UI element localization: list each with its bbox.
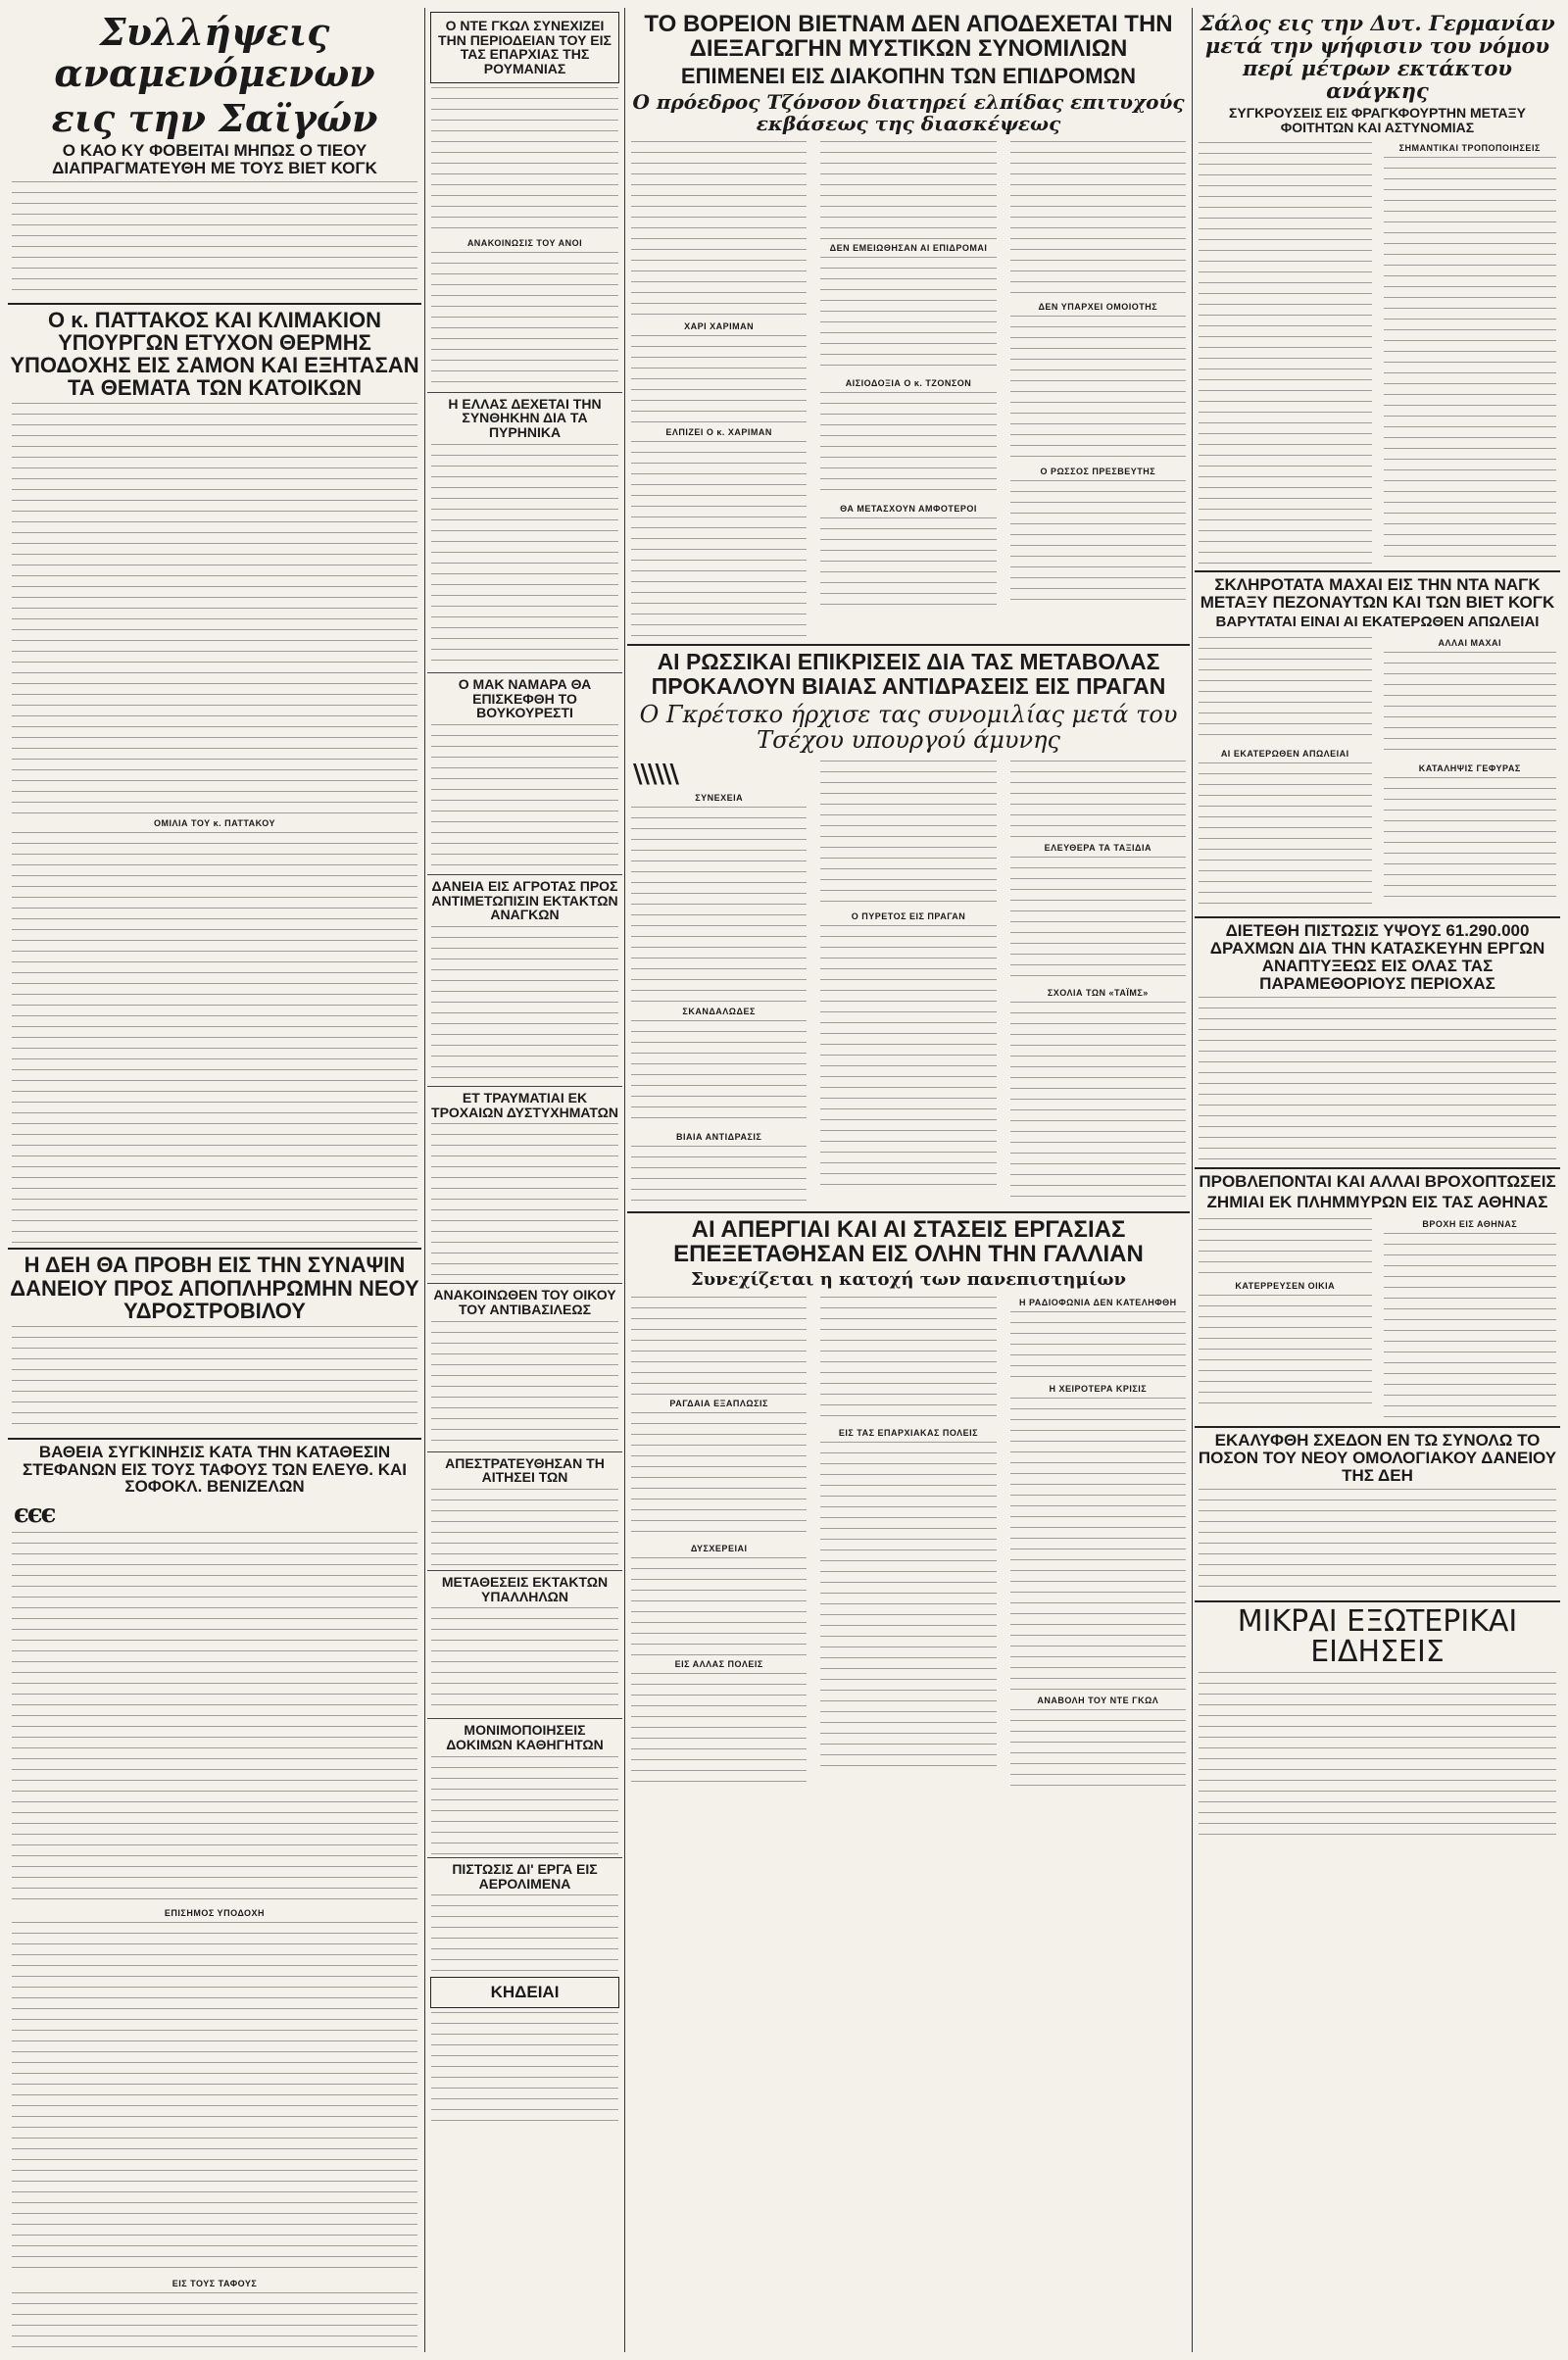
article-body bbox=[1199, 637, 1372, 745]
headline-rain: ΠΡΟΒΛΕΠΟΝΤΑΙ ΚΑΙ ΑΛΛΑΙ ΒΡΟΧΟΠΤΩΣΕΙΣ bbox=[1199, 1171, 1556, 1191]
section-rule bbox=[427, 1570, 622, 1571]
article-body bbox=[631, 335, 807, 423]
article-body bbox=[1010, 857, 1186, 984]
article-body bbox=[431, 87, 618, 234]
article-column bbox=[1195, 1215, 1376, 1422]
section-subhead: ΚΑΤΕΡΡΕΥΣΕΝ ΟΙΚΙΑ bbox=[1235, 1281, 1336, 1292]
section-subhead: ΣΗΜΑΝΤΙΚΑΙ ΤΡΟΠΟΠΟΙΗΣΕΙΣ bbox=[1398, 142, 1541, 153]
article-body bbox=[431, 1756, 618, 1854]
article-column bbox=[816, 1294, 1000, 1794]
headline-teachers: ΜΟΝΙΜΟΠΟΙΗΣΕΙΣ ΔΟΚΙΜΩΝ ΚΑΘΗΓΗΤΩΝ bbox=[446, 1722, 604, 1753]
article-body bbox=[820, 141, 996, 239]
section-subhead: ΒΙΑΙΑ ΑΝΤΙΔΡΑΣΙΣ bbox=[676, 1131, 762, 1142]
da-nang-article-columns bbox=[1195, 634, 1560, 912]
article-body bbox=[1199, 1295, 1372, 1412]
article-column bbox=[627, 1294, 810, 1794]
column-2 bbox=[427, 8, 622, 2352]
article-column bbox=[1006, 138, 1190, 640]
section-subhead: Η ΧΕΙΡΟΤΕΡΑ ΚΡΙΣΙΣ bbox=[1049, 1383, 1148, 1394]
headline-pattakos: Ο κ. ΠΑΤΤΑΚΟΣ ΚΑΙ ΚΛΙΜΑΚΙΟΝ ΥΠΟΥΡΓΩΝ ΕΤΥΧΟΝ ΘΕΡΜΗΣ ΥΠΟΔΟΧΗΣ ΕΙΣ ΣΑΜΟΝ ΚΑΙ ΕΞΗΤΑΣΑΝ ΤΑ ΘΕΜΑΤΑ ΤΩΝ ΚΑΤΟΙΚΩΝ bbox=[10, 308, 419, 401]
article-body bbox=[1010, 1398, 1186, 1692]
article-body bbox=[1010, 1311, 1186, 1380]
headline-prague-2: Ο Γκρέτσκο ήρχισε τας συνομιλίας μετά του Τσέχου υπουργού άμυνης bbox=[639, 700, 1178, 755]
section-rule bbox=[427, 1451, 622, 1452]
article-column bbox=[627, 758, 810, 1207]
article-body bbox=[431, 1894, 618, 1973]
article-body bbox=[1384, 1233, 1557, 1419]
article-column bbox=[1380, 139, 1561, 566]
vietnam-article-columns bbox=[627, 138, 1190, 640]
article-column bbox=[816, 758, 1000, 1207]
article-body bbox=[1010, 141, 1186, 298]
headline-germany: Σάλος εις την Δυτ. Γερμανίαν μετά την ψήφισιν του νόμου περί μέτρων εκτάκτου ανάγκης bbox=[1200, 11, 1555, 104]
article-column bbox=[1195, 139, 1376, 566]
section-rule bbox=[1195, 1167, 1560, 1169]
article-body bbox=[1010, 1002, 1186, 1198]
section-subhead: ΕΠΙΣΗΜΟΣ ΥΠΟΔΟΧΗ bbox=[164, 1908, 266, 1919]
article-body bbox=[1199, 1672, 1556, 1839]
article-body bbox=[631, 1673, 807, 1791]
section-subhead: ΚΑΤΑΛΗΨΙΣ ΓΕΦΥΡΑΣ bbox=[1418, 763, 1521, 774]
article-body bbox=[431, 1607, 618, 1715]
headline-prague: ΑΙ ΡΩΣΣΙΚΑΙ ΕΠΙΚΡΙΣΕΙΣ ΔΙΑ ΤΑΣ ΜΕΤΑΒΟΛΑΣ ΠΡΟΚΑΛΟΥΝ ΒΙΑΙΑΣ ΑΝΤΙΔΡΑΣΕΙΣ ΕΙΣ ΠΡΑΓΑΝ bbox=[651, 649, 1166, 699]
column-1 bbox=[8, 8, 421, 2352]
column-4 bbox=[1195, 8, 1560, 2352]
article-column bbox=[627, 138, 810, 640]
section-subhead: ΑΙ ΕΚΑΤΕΡΩΘΕΝ ΑΠΩΛΕΙΑΙ bbox=[1220, 749, 1349, 760]
article-body bbox=[820, 761, 996, 908]
article-body bbox=[1384, 157, 1557, 559]
column-rule bbox=[424, 8, 425, 2352]
section-subhead: ΕΛΠΙΖΕΙ Ο κ. ΧΑΡΙΜΑΝ bbox=[665, 427, 772, 438]
article-body bbox=[631, 807, 807, 1003]
article-body bbox=[820, 517, 996, 606]
article-column bbox=[1006, 1294, 1190, 1794]
headline-transfers: ΜΕΤΑΘΕΣΕΙΣ ΕΚΤΑΚΤΩΝ ΥΠΑΛΛΗΛΩΝ bbox=[441, 1574, 609, 1604]
article-body bbox=[820, 1297, 996, 1424]
headline-vietnam-3: Ο πρόεδρος Τζόνσον διατηρεί ελπίδας επιτυχούς εκβάσεως της διασκέψεως bbox=[632, 90, 1185, 136]
article-body bbox=[431, 444, 618, 669]
subheadline-germany: ΣΥΓΚΡΟΥΣΕΙΣ ΕΙΣ ΦΡΑΓΚΦΟΥΡΤΗΝ ΜΕΤΑΞΥ ΦΟΙΤΗΤΩΝ ΚΑΙ ΑΣΤΥΝΟΜΙΑΣ bbox=[1229, 105, 1526, 136]
article-column bbox=[1195, 634, 1376, 912]
section-rule bbox=[427, 1283, 622, 1284]
section-subhead: ΣΚΑΝΔΑΛΩΔΕΣ bbox=[682, 1006, 756, 1016]
section-rule bbox=[427, 1086, 622, 1087]
article-body bbox=[820, 1442, 996, 1775]
section-rule bbox=[1195, 1600, 1560, 1602]
article-body bbox=[12, 832, 417, 1244]
article-body bbox=[431, 926, 618, 1083]
headline-saigon: Συλλήψεις αναμενόμενων bbox=[54, 10, 375, 95]
section-rule bbox=[8, 303, 421, 305]
newspaper-page bbox=[8, 8, 1560, 2352]
headline-france: ΑΙ ΑΠΕΡΓΙΑΙ ΚΑΙ ΑΙ ΣΤΑΣΕΙΣ ΕΡΓΑΣΙΑΣ ΕΠΕΞΕΤΑΘΗΣΑΝ ΕΙΣ ΟΛΗΝ ΤΗΝ ΓΑΛΛΙΑΝ bbox=[673, 1215, 1144, 1267]
headline-vietnam: ΤΟ ΒΟΡΕΙΟΝ ΒΙΕΤΝΑΜ ΔΕΝ ΑΠΟΔΕΧΕΤΑΙ ΤΗΝ ΔΙΕΞΑΓΩΓΗΝ ΜΥΣΤΙΚΩΝ ΣΥΝΟΜΙΛΙΩΝ bbox=[644, 11, 1173, 63]
article-column bbox=[1380, 1215, 1561, 1422]
article-body bbox=[431, 252, 618, 389]
section-rule bbox=[427, 1857, 622, 1858]
section-rule bbox=[627, 1211, 1190, 1213]
decorative-initial: \\\\\\ bbox=[633, 759, 677, 789]
article-body bbox=[631, 141, 807, 318]
section-rule bbox=[427, 672, 622, 673]
section-rule bbox=[1195, 916, 1560, 918]
article-body bbox=[820, 257, 996, 374]
headline-da-nang: ΣΚΛΗΡΟΤΑΤΑ ΜΑΧΑΙ ΕΙΣ ΤΗΝ ΝΤΑ ΝΑΓΚ ΜΕΤΑΞΥ ΠΕΖΟΝΑΥΤΩΝ ΚΑΙ ΤΩΝ ΒΙΕΤ ΚΟΓΚ bbox=[1200, 574, 1555, 612]
article-body bbox=[631, 1297, 807, 1395]
headline-rain-2: ΖΗΜΙΑΙ ΕΚ ΠΛΗΜΜΥΡΩΝ ΕΙΣ ΤΑΣ ΑΘΗΝΑΣ bbox=[1206, 1193, 1548, 1212]
article-body bbox=[1199, 997, 1556, 1163]
article-body bbox=[1199, 762, 1372, 910]
section-rule bbox=[427, 1718, 622, 1719]
section-subhead: Ο ΡΩΣΣΟΣ ΠΡΕΣΒΕΥΤΗΣ bbox=[1040, 467, 1156, 477]
headline-traffic: ΕΤ ΤΡΑΥΜΑΤΙΑΙ ΕΚ ΤΡΟΧΑΙΩΝ ΔΥΣΤΥΧΗΜΑΤΩΝ bbox=[431, 1089, 618, 1120]
headline-da-nang-2: ΒΑΡΥΤΑΤΑΙ ΕΙΝΑΙ ΑΙ ΕΚΑΤΕΡΩΘΕΝ ΑΠΩΛΕΙΑΙ bbox=[1215, 614, 1540, 631]
section-subhead: ΔΕΝ ΕΜΕΙΩΘΗΣΑΝ ΑΙ ΕΠΙΔΡΟΜΑΙ bbox=[829, 243, 988, 254]
article-body bbox=[1199, 142, 1372, 564]
article-body bbox=[12, 1532, 417, 1904]
section-subhead: ΑΛΛΑΙ ΜΑΧΑΙ bbox=[1438, 638, 1501, 649]
section-rule bbox=[1195, 570, 1560, 572]
article-body bbox=[12, 181, 417, 299]
article-body bbox=[1010, 316, 1186, 463]
section-subhead: ΑΝΑΚΟΙΝΩΣΙΣ ΤΟΥ ΑΝΟΙ bbox=[466, 237, 583, 248]
funerals-box bbox=[430, 1977, 619, 2008]
section-subhead: ΣΧΟΛΙΑ ΤΩΝ «ΤΑΪΜΣ» bbox=[1047, 987, 1149, 998]
section-subhead: ΕΙΣ ΤΑΣ ΕΠΑΡΧΙΑΚΑΣ ΠΟΛΕΙΣ bbox=[838, 1427, 979, 1438]
headline-venizelos: ΒΑΘΕΙΑ ΣΥΓΚΙΝΗΣΙΣ ΚΑΤΑ ΤΗΝ ΚΑΤΑΘΕΣΙΝ ΣΤΕΦΑΝΩΝ ΕΙΣ ΤΟΥΣ ΤΑΦΟΥΣ ΤΩΝ ΕΛΕΥΘ. ΚΑΙ ΣΟΦΟΚΛ. ΒΕΝΙΖΕΛΩΝ bbox=[23, 1442, 407, 1497]
headline-de-gaulle: Ο ΝΤΕ ΓΚΩΛ ΣΥΝΕΧΙΖΕΙ ΤΗΝ ΠΕΡΙΟΔΕΙΑΝ ΤΟΥ ΕΙΣ ΤΑΣ ΕΠΑΡΧΙΑΣ ΤΗΣ ΡΟΥΜΑΝΙΑΣ bbox=[438, 18, 612, 77]
column-rule bbox=[1192, 8, 1193, 2352]
section-subhead: ΟΜΙΛΙΑ ΤΟΥ κ. ΠΑΤΤΑΚΟΥ bbox=[153, 818, 276, 829]
section-rule bbox=[627, 644, 1190, 646]
article-body bbox=[1384, 777, 1557, 905]
article-body bbox=[820, 925, 996, 1190]
section-subhead: ΔΥΣΧΕΡΕΙΑΙ bbox=[690, 1543, 748, 1553]
headline-dei: Η ΔΕΗ ΘΑ ΠΡΟΒΗ ΕΙΣ ΤΗΝ ΣΥΝΑΨΙΝ ΔΑΝΕΙΟΥ ΠΡΟΣ ΑΠΟΠΛΗΡΩΜΗΝ ΝΕΟΥ ΥΔΡΟΣΤΡΟΒΙΛΟΥ bbox=[10, 1253, 419, 1323]
section-subhead: ΑΙΣΙΟΔΟΞΙΑ Ο κ. ΤΖΟΝΣΟΝ bbox=[845, 378, 972, 389]
section-subhead: ΑΝΑΒΟΛΗ ΤΟΥ ΝΤΕ ΓΚΩΛ bbox=[1037, 1695, 1159, 1705]
section-subhead: Ο ΠΥΡΕΤΟΣ ΕΙΣ ΠΡΑΓΑΝ bbox=[851, 910, 966, 921]
article-body bbox=[431, 1123, 618, 1280]
section-rule bbox=[1195, 1426, 1560, 1428]
subheadline-saigon: Ο ΚΑΟ ΚΥ ΦΟΒΕΙΤΑΙ ΜΗΠΩΣ Ο ΤΙΕΟΥ ΔΙΑΠΡΑΓΜΑΤΕΥΘΗ ΜΕ ΤΟΥΣ ΒΙΕΤ ΚΟΓΚ bbox=[52, 141, 377, 178]
headline-foreign-news: ΜΙΚΡΑΙ ΕΞΩΤΕΡΙΚΑΙ ΕΙΔΗΣΕΙΣ bbox=[1237, 1603, 1518, 1670]
article-column bbox=[1006, 758, 1190, 1207]
article-body bbox=[631, 1557, 807, 1655]
article-body bbox=[631, 1146, 807, 1205]
headline-mcnamara: Ο ΜΑΚ ΝΑΜΑΡΑ ΘΑ ΕΠΙΣΚΕΦΘΗ ΤΟ ΒΟΥΚΟΥΡΕΣΤΙ bbox=[458, 675, 592, 721]
section-subhead: ΕΛΕΥΘΕΡΑ ΤΑ ΤΑΞΙΔΙΑ bbox=[1044, 842, 1152, 853]
section-subhead: ΧΑΡΙ ΧΑΡΙΜΑΝ bbox=[684, 321, 755, 332]
article-body bbox=[431, 1321, 618, 1449]
headline-airports: ΠΙΣΤΩΣΙΣ ΔΙ' ΕΡΓΑ ΕΙΣ ΑΕΡΟΛΙΜΕΝΑ bbox=[452, 1860, 598, 1892]
headline-greece-treaty: Η ΕΛΛΑΣ ΔΕΧΕΤΑΙ ΤΗΝ ΣΥΝΘΗΚΗΝ ΔΙΑ ΤΑ ΠΥΡΗΝΙΚΑ bbox=[448, 395, 602, 441]
section-subhead: ΘΑ ΜΕΤΑΣΧΟΥΝ ΑΜΦΟΤΕΡΟΙ bbox=[840, 504, 977, 515]
article-column bbox=[816, 138, 1000, 640]
headline-dei-loan: ΕΚΑΛΥΦΘΗ ΣΧΕΔΟΝ ΕΝ ΤΩ ΣΥΝΟΛΩ ΤΟ ΠΟΣΟΝ ΤΟΥ ΝΕΟΥ ΟΜΟΛΟΓΙΑΚΟΥ ΔΑΝΕΙΟΥ ΤΗΣ ΔΕΗ bbox=[1198, 1431, 1557, 1485]
section-rule bbox=[427, 392, 622, 393]
section-subhead: ΣΥΝΕΧΕΙΑ bbox=[695, 792, 744, 803]
article-body bbox=[1010, 761, 1186, 839]
headline-funerals: ΚΗΔΕΙΑΙ bbox=[490, 1983, 560, 2002]
column-rule bbox=[624, 8, 625, 2352]
article-body bbox=[12, 403, 417, 814]
article-body bbox=[431, 1489, 618, 1567]
article-body bbox=[12, 2292, 417, 2352]
prague-article-columns bbox=[627, 758, 1190, 1207]
article-body bbox=[431, 724, 618, 871]
headline-credit: ΔΙΕΤΕΘΗ ΠΙΣΤΩΣΙΣ ΥΨΟΥΣ 61.290.000 ΔΡΑΧΜΩΝ ΔΙΑ ΤΗΝ ΚΑΤΑΣΚΕΥΗΝ ΕΡΓΩΝ ΑΝΑΠΤΥΞΕΩΣ ΕΙΣ ΟΛΑΣ ΤΑΣ ΠΑΡΑΜΕΘΟΡΙΟΥΣ ΠΕΡΙΟΧΑΣ bbox=[1209, 921, 1545, 993]
headline-vietnam-2: ΕΠΙΜΕΝΕΙ ΕΙΣ ΔΙΑΚΟΠΗΝ ΤΩΝ ΕΠΙΔΡΟΜΩΝ bbox=[680, 64, 1137, 89]
section-subhead: ΡΑΓΔΑΙΑ ΕΞΑΠΛΩΣΙΣ bbox=[669, 1398, 768, 1408]
article-column bbox=[1380, 634, 1561, 912]
headline-loans: ΔΑΝΕΙΑ ΕΙΣ ΑΓΡΟΤΑΣ ΠΡΟΣ ΑΝΤΙΜΕΤΩΠΙΣΙΝ ΕΚΤΑΚΤΩΝ ΑΝΑΓΚΩΝ bbox=[431, 877, 618, 923]
section-rule bbox=[427, 874, 622, 875]
article-body bbox=[820, 392, 996, 500]
article-body bbox=[1010, 480, 1186, 608]
article-body bbox=[631, 1412, 807, 1540]
section-rule bbox=[8, 1248, 421, 1250]
article-body bbox=[1199, 1489, 1556, 1597]
article-body bbox=[12, 1922, 417, 2275]
germany-article-columns bbox=[1195, 139, 1560, 566]
headline-box bbox=[430, 12, 619, 83]
headline-discharged: ΑΠΕΣΤΡΑΤΕΥΘΗΣΑΝ ΤΗ ΑΙΤΗΣΕΙ ΤΩΝ bbox=[445, 1454, 605, 1486]
section-subhead: Η ΡΑΔΙΟΦΩΝΙΑ ΔΕΝ ΚΑΤΕΛΗΦΘΗ bbox=[1018, 1297, 1177, 1307]
article-body bbox=[431, 2012, 618, 2130]
article-body bbox=[1384, 652, 1557, 760]
rain-article-columns bbox=[1195, 1215, 1560, 1422]
section-rule bbox=[8, 1438, 421, 1440]
decorative-initial: ϵϵϵ bbox=[14, 1500, 55, 1530]
column-3 bbox=[627, 8, 1190, 2352]
section-subhead: ΒΡΟΧΗ ΕΙΣ ΑΘΗΝΑΣ bbox=[1422, 1219, 1518, 1230]
article-body bbox=[1010, 1709, 1186, 1788]
article-body bbox=[631, 441, 807, 637]
headline-regent: ΑΝΑΚΟΙΝΩΘΕΝ ΤΟΥ ΟΙΚΟΥ ΤΟΥ ΑΝΤΙΒΑΣΙΛΕΩΣ bbox=[433, 1287, 616, 1317]
section-subhead: ΕΙΣ ΤΟΥΣ ΤΑΦΟΥΣ bbox=[172, 2279, 258, 2289]
headline-france-2: Συνεχίζεται η κατοχή των πανεπιστημίων bbox=[690, 1268, 1127, 1290]
headline-saigon-2: εις την Σαϊγών bbox=[51, 95, 378, 140]
section-subhead: ΕΙΣ ΑΛΛΑΣ ΠΟΛΕΙΣ bbox=[674, 1658, 763, 1669]
france-article-columns bbox=[627, 1294, 1190, 1794]
article-body bbox=[12, 1326, 417, 1434]
article-body bbox=[1199, 1218, 1372, 1277]
article-body bbox=[631, 1020, 807, 1128]
section-subhead: ΔΕΝ ΥΠΑΡΧΕΙ ΟΜΟΙΟΤΗΣ bbox=[1038, 302, 1158, 313]
